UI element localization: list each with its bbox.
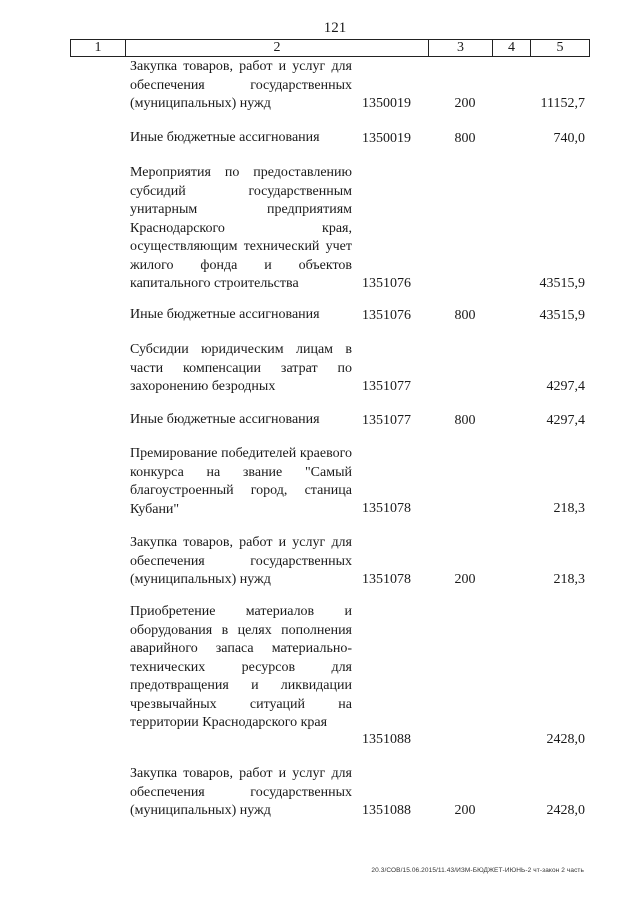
row-expense-type: 200 bbox=[454, 572, 476, 587]
row-amount: 4297,4 bbox=[546, 379, 585, 394]
row-code: 1351077 bbox=[362, 413, 411, 428]
row-amount: 43515,9 bbox=[539, 276, 585, 291]
column-header-5: 5 bbox=[556, 40, 564, 55]
table-row bbox=[0, 603, 640, 749]
row-expense-type: 200 bbox=[454, 96, 476, 111]
table-row bbox=[0, 129, 640, 148]
row-description: Закупка товаров, работ и услуг для обеспечения государственных (муниципальных) нужд bbox=[130, 535, 352, 587]
row-code: 1351078 bbox=[362, 501, 411, 516]
row-code: 1350019 bbox=[362, 96, 411, 111]
table-row bbox=[0, 306, 640, 325]
row-code: 1351088 bbox=[362, 732, 411, 747]
row-code: 1351076 bbox=[362, 308, 411, 323]
row-amount: 218,3 bbox=[553, 572, 585, 587]
row-code: 1351076 bbox=[362, 276, 411, 291]
row-description: Закупка товаров, работ и услуг для обеспечения государственных (муниципальных) нужд bbox=[130, 766, 352, 818]
row-expense-type: 800 bbox=[454, 131, 476, 146]
row-description: Мероприятия по предоставлению субсидий государственным унитарным предприятиям Краснодарского края, осуществляющим технический учет жилого фонда и объектов капитального строительства bbox=[130, 165, 352, 291]
row-description: Иные бюджетные ассигнования bbox=[130, 412, 320, 427]
row-description: Премирование победителей краевого конкурса на звание "Самый благоустроенный город, станица Кубани" bbox=[130, 446, 352, 517]
table-row bbox=[0, 411, 640, 430]
page-number: 121 bbox=[323, 20, 347, 36]
row-amount: 43515,9 bbox=[539, 308, 585, 323]
row-amount: 2428,0 bbox=[546, 803, 585, 818]
row-amount: 2428,0 bbox=[546, 732, 585, 747]
row-code: 1351088 bbox=[362, 803, 411, 818]
column-header-4: 4 bbox=[493, 40, 531, 56]
row-code: 1351077 bbox=[362, 379, 411, 394]
row-amount: 11152,7 bbox=[540, 96, 585, 111]
row-description: Иные бюджетные ассигнования bbox=[130, 130, 320, 145]
row-code: 1351078 bbox=[362, 572, 411, 587]
row-amount: 740,0 bbox=[553, 131, 585, 146]
row-description: Закупка товаров, работ и услуг для обеспечения государственных (муниципальных) нужд bbox=[130, 59, 352, 111]
row-description: Иные бюджетные ассигнования bbox=[130, 307, 320, 322]
row-description: Субсидии юридическим лицам в части компенсации затрат по захоронению безродных bbox=[130, 342, 352, 394]
row-expense-type: 800 bbox=[454, 308, 476, 323]
document-footer-reference: 20.3/СОВ/15.06.2015/11.43/ИЗМ-БЮДЖЕТ-ИЮНЬ-2 чт-закон 2 часть bbox=[371, 867, 584, 874]
row-expense-type: 200 bbox=[454, 803, 476, 818]
table-row bbox=[0, 534, 640, 589]
column-header-row bbox=[70, 39, 590, 57]
row-description: Приобретение материалов и оборудования в целях пополнения аварийного запаса материально-технических ресурсов для предотвращения и ликвидации чрезвычайных ситуаций на территории Краснодарского края bbox=[130, 604, 352, 730]
table-row bbox=[0, 765, 640, 820]
row-code: 1350019 bbox=[362, 131, 411, 146]
table-row bbox=[0, 445, 640, 518]
column-header-3: 3 bbox=[429, 40, 493, 56]
column-header-2: 2 bbox=[126, 40, 429, 56]
column-header-1: 1 bbox=[71, 40, 126, 56]
row-amount: 218,3 bbox=[553, 501, 585, 516]
table-row bbox=[0, 341, 640, 396]
row-amount: 4297,4 bbox=[546, 413, 585, 428]
row-expense-type: 800 bbox=[454, 413, 476, 428]
table-row bbox=[0, 58, 640, 113]
table-row bbox=[0, 164, 640, 293]
